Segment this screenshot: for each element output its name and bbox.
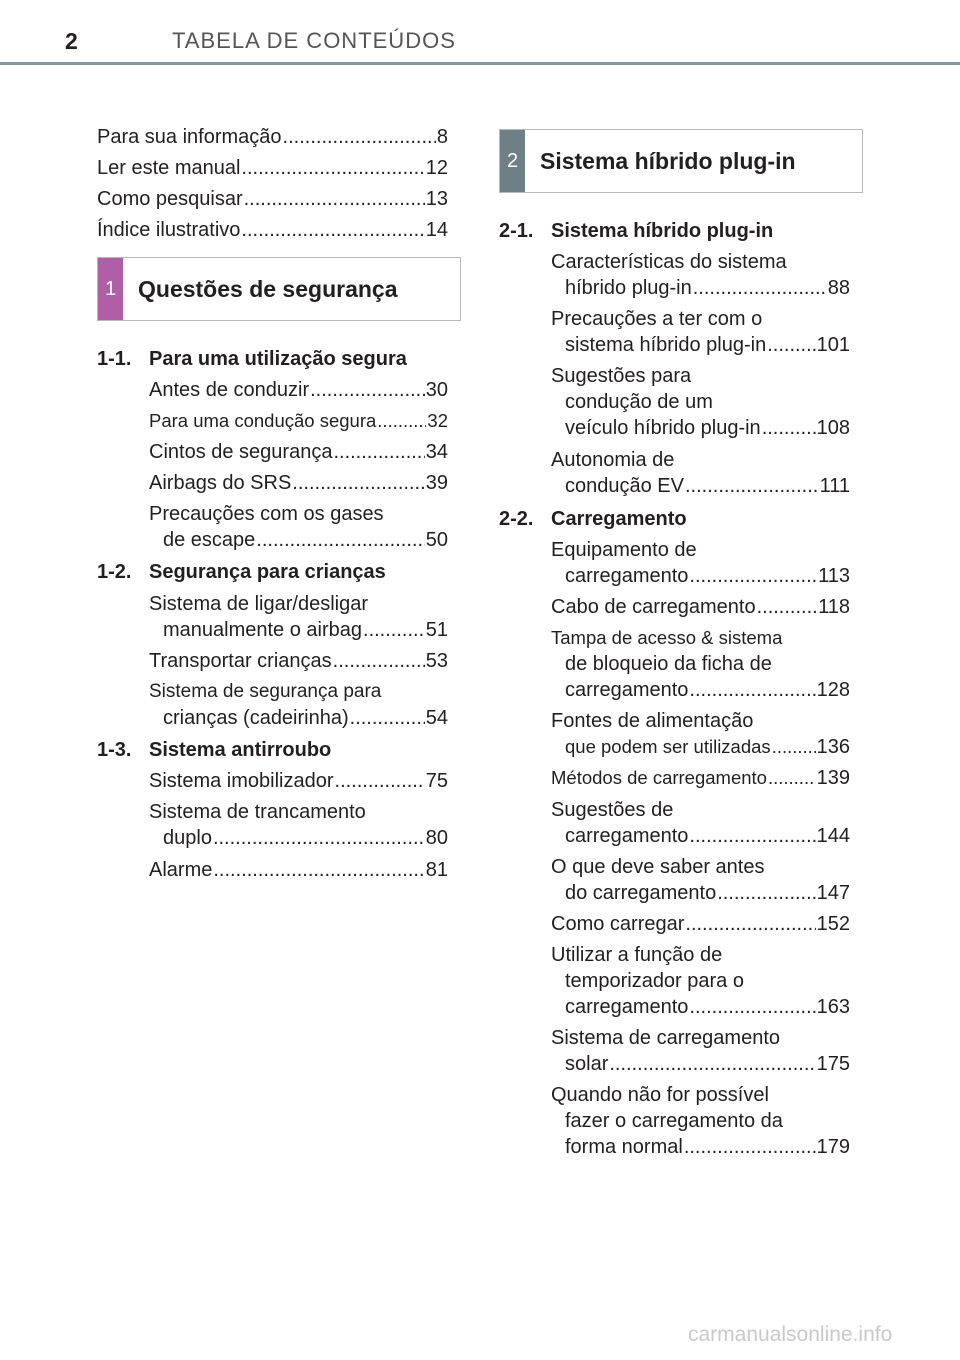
toc-entry-metodos-carregamento[interactable]: Métodos de carregamento ..... 139	[551, 765, 850, 791]
toc-entry-sugestoes-conducao[interactable]: Sugestões para condução de um veículo híbrido plug-in ..... 108	[551, 363, 850, 441]
subsection-1-2-heading[interactable]: 1-2. Segurança para crianças	[97, 561, 386, 583]
toc-entry-para-uma-conducao-segura[interactable]: Para uma condução segura ..... 32	[149, 408, 448, 434]
page-ref: 50	[425, 529, 448, 551]
section-2-title: Sistema híbrido plug-in	[540, 147, 796, 174]
toc-entry-como-pesquisar[interactable]: Como pesquisar ..... 13	[97, 186, 448, 212]
page-ref: 111	[819, 475, 850, 497]
toc-entry-carregamento-forma-normal[interactable]: Quando não for possível fazer o carregamento da forma normal ..... 179	[551, 1082, 850, 1160]
page-number: 2	[65, 28, 78, 54]
watermark: carmanualsonline.info	[688, 1323, 893, 1346]
page-ref: 175	[816, 1053, 850, 1075]
page-ref: 179	[816, 1136, 850, 1158]
page-header-title: TABELA DE CONTEÚDOS	[172, 28, 456, 53]
page-ref: 53	[425, 650, 448, 672]
toc-entry-precaucoes-gases-escape[interactable]: Precauções com os gases de escape ..... 50	[149, 501, 448, 553]
page-ref: 54	[425, 707, 448, 729]
toc-entry-antes-de-conduzir[interactable]: Antes de conduzir ..... 30	[149, 377, 448, 403]
page-ref: 51	[425, 619, 448, 641]
page-ref: 147	[816, 882, 850, 904]
page-ref: 118	[818, 596, 850, 618]
subsection-2-1-heading[interactable]: 2-1. Sistema híbrido plug-in	[499, 220, 774, 242]
page-ref: 13	[425, 188, 448, 210]
toc-entry-sistema-seguranca-criancas[interactable]: Sistema de segurança para crianças (cadeirinha) ..... 54	[149, 679, 448, 731]
toc-entry-indice-ilustrativo[interactable]: Índice ilustrativo ..... 14	[97, 217, 448, 243]
page-ref: 152	[816, 913, 850, 935]
toc-entry-precaucoes-sistema-hibrido[interactable]: Precauções a ter com o sistema híbrido plug-in ..... 101	[551, 306, 850, 358]
page-ref: 163	[816, 996, 850, 1018]
page-ref: 113	[818, 565, 850, 587]
section-1-header[interactable]	[97, 257, 461, 321]
toc-entry-transportar-criancas[interactable]: Transportar crianças ..... 53	[149, 648, 448, 674]
toc-entry-para-sua-informacao[interactable]: Para sua informação ..... 8	[97, 124, 448, 150]
section-tab-1: 1	[98, 258, 123, 320]
page-ref: 14	[425, 219, 448, 241]
page-ref: 39	[425, 472, 448, 494]
toc-entry-funcao-temporizador[interactable]: Utilizar a função de temporizador para o carregamento ..... 163	[551, 942, 850, 1020]
page-ref: 139	[816, 767, 850, 789]
toc-entry-cintos-de-seguranca[interactable]: Cintos de segurança ..... 34	[149, 439, 448, 465]
toc-entry-sistema-ligar-desligar-airbag[interactable]: Sistema de ligar/desligar manualmente o airbag ..... 51	[149, 591, 448, 643]
toc-entry-alarme[interactable]: Alarme ..... 81	[149, 857, 448, 883]
toc-entry-ler-este-manual[interactable]: Ler este manual ..... 12	[97, 155, 448, 181]
page-ref: 12	[425, 157, 448, 179]
toc-entry-fontes-alimentacao[interactable]: Fontes de alimentação que podem ser utilizadas ..... 136	[551, 708, 850, 760]
toc-entry-o-que-deve-saber[interactable]: O que deve saber antes do carregamento ..... 147	[551, 854, 850, 906]
section-1-title: Questões de segurança	[138, 275, 398, 302]
toc-entry-sugestoes-carregamento[interactable]: Sugestões de carregamento ..... 144	[551, 797, 850, 849]
section-2-header[interactable]	[499, 129, 863, 193]
subsection-1-3-heading[interactable]: 1-3. Sistema antirroubo	[97, 739, 332, 761]
page-ref: 128	[816, 679, 850, 701]
page-ref: 144	[816, 825, 850, 847]
toc-entry-carregamento-solar[interactable]: Sistema de carregamento solar ..... 175	[551, 1025, 850, 1077]
subsection-2-2-heading[interactable]: 2-2. Carregamento	[499, 508, 687, 530]
subsection-1-1-heading[interactable]: 1-1. Para uma utilização segura	[97, 348, 407, 370]
page-header	[0, 0, 960, 66]
toc-entry-cabo-carregamento[interactable]: Cabo de carregamento ..... 118	[551, 594, 850, 620]
toc-entry-tampa-acesso-bloqueio[interactable]: Tampa de acesso & sistema de bloqueio da ficha de carregamento ..... 128	[551, 625, 850, 703]
toc-entry-equipamento-carregamento[interactable]: Equipamento de carregamento ..... 113	[551, 537, 850, 589]
page-ref: 136	[816, 736, 850, 758]
page-ref: 101	[816, 334, 850, 356]
toc-entry-autonomia-conducao-ev[interactable]: Autonomia de condução EV ..... 111	[551, 447, 850, 499]
toc-entry-caracteristicas-sistema[interactable]: Características do sistema híbrido plug-in ..... 88	[551, 249, 850, 301]
header-rule	[0, 62, 960, 65]
page-ref: 34	[425, 441, 448, 463]
page-ref: 8	[436, 126, 448, 148]
toc-entry-sistema-trancamento-duplo[interactable]: Sistema de trancamento duplo ..... 80	[149, 799, 448, 851]
page-ref: 108	[816, 417, 850, 439]
toc-entry-airbags-do-srs[interactable]: Airbags do SRS ..... 39	[149, 470, 448, 496]
page-ref: 75	[425, 770, 448, 792]
page-ref: 88	[827, 277, 850, 299]
page-ref: 81	[425, 859, 448, 881]
toc-entry-sistema-imobilizador[interactable]: Sistema imobilizador ..... 75	[149, 768, 448, 794]
page-ref: 80	[425, 827, 448, 849]
page-ref: 30	[425, 379, 448, 401]
toc-entry-como-carregar[interactable]: Como carregar ..... 152	[551, 911, 850, 937]
page-ref: 32	[427, 410, 448, 431]
section-tab-2: 2	[500, 130, 525, 192]
